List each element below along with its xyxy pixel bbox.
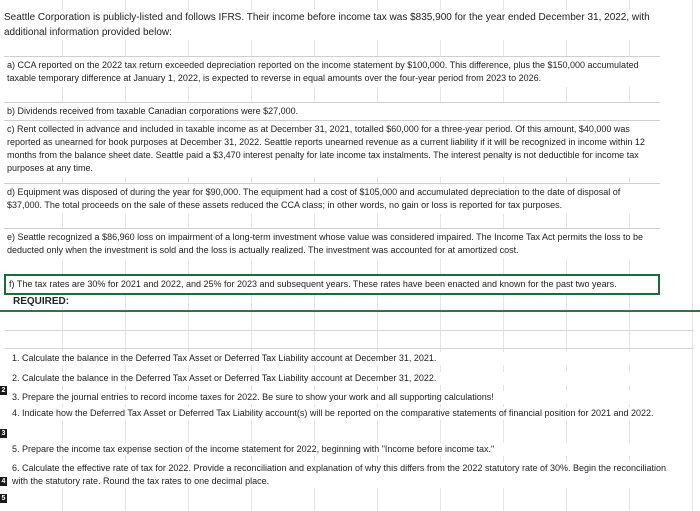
item-f: f) The tax rates are 30% for 2021 and 2022, and 25% for 2023 and subsequent years. These rates have been enacted and known for the past two years. [4, 274, 660, 295]
requirement-2: 2. Calculate the balance in the Deferred Tax Asset or Deferred Tax Liability account at December 31, 2022. [10, 372, 682, 385]
item-c: c) Rent collected in advance and included in taxable income as at December 31, 2021, totalled $60,000 for a three-year period. Of this amount, $40,000 was reported as unearned for book purposes at December 31, 2022. Seattle reports unearned revenue as a current liability if it will be recognized in income within 12 months from the balance sheet date. Seattle paid a $3,470 interest penalty for late income tax instalments. The interest penalty is not deductible for income tax purposes at any time. [4, 120, 660, 177]
requirement-1: 1. Calculate the balance in the Deferred Tax Asset or Deferred Tax Liability account at December 31, 2021. [10, 352, 682, 365]
item-e: e) Seattle recognized a $86,960 loss on impairment of a long-term investment whose value was considered impaired. The Income Tax Act permits the loss to be deducted only when the investment is sold and the loss is actually realized. The investment was accounted for at amortized cost. [4, 228, 660, 259]
item-b: b) Dividends received from taxable Canadian corporations were $27,000. [4, 102, 660, 120]
requirement-3: 3. Prepare the journal entries to record income taxes for 2022. Be sure to show your work and all supporting calculations! [10, 391, 682, 404]
row-number-marker: 2 [1, 387, 6, 394]
item-a: a) CCA reported on the 2022 tax return exceeded depreciation reported on the income statement by $100,000. This difference, plus the $150,000 accumulated taxable temporary difference at January 1, 2022, is expected to reverse in equal amounts over the four-year period from 2023 to 2026. [4, 56, 660, 87]
row-divider [4, 348, 694, 349]
required-heading: REQUIRED: [10, 296, 72, 307]
intro-paragraph: Seattle Corporation is publicly-listed and follows IFRS. Their income before income tax was $835,900 for the year ended December 31, 2022, with additional information provided below: [4, 10, 668, 40]
section-divider [0, 310, 700, 312]
requirement-6: 6. Calculate the effective rate of tax for 2022. Provide a reconciliation and explanation of why this differs from the 2022 statutory rate of 30%. Begin the reconciliation with the statutory rate. Round the tax rates to one decimal place. [10, 462, 672, 488]
item-d: d) Equipment was disposed of during the year for $90,000. The equipment had a cost of $105,000 and accumulated depreciation to the date of disposal of $37,000. The total proceeds on the sale of these assets reduced the CCA class; in other words, no gain or loss is reported for tax purposes. [4, 183, 660, 214]
requirement-4: 4. Indicate how the Deferred Tax Asset or Deferred Tax Liability account(s) will be reported on the comparative statements of financial position for 2021 and 2022. [10, 407, 672, 420]
row-number-marker: 3 [1, 430, 6, 437]
row-divider [4, 330, 694, 331]
requirement-5: 5. Prepare the income tax expense section of the income statement for 2022, beginning with "Income before income tax." [10, 443, 682, 456]
row-number-marker: 4 [1, 478, 6, 485]
row-number-marker: 5 [1, 495, 6, 502]
